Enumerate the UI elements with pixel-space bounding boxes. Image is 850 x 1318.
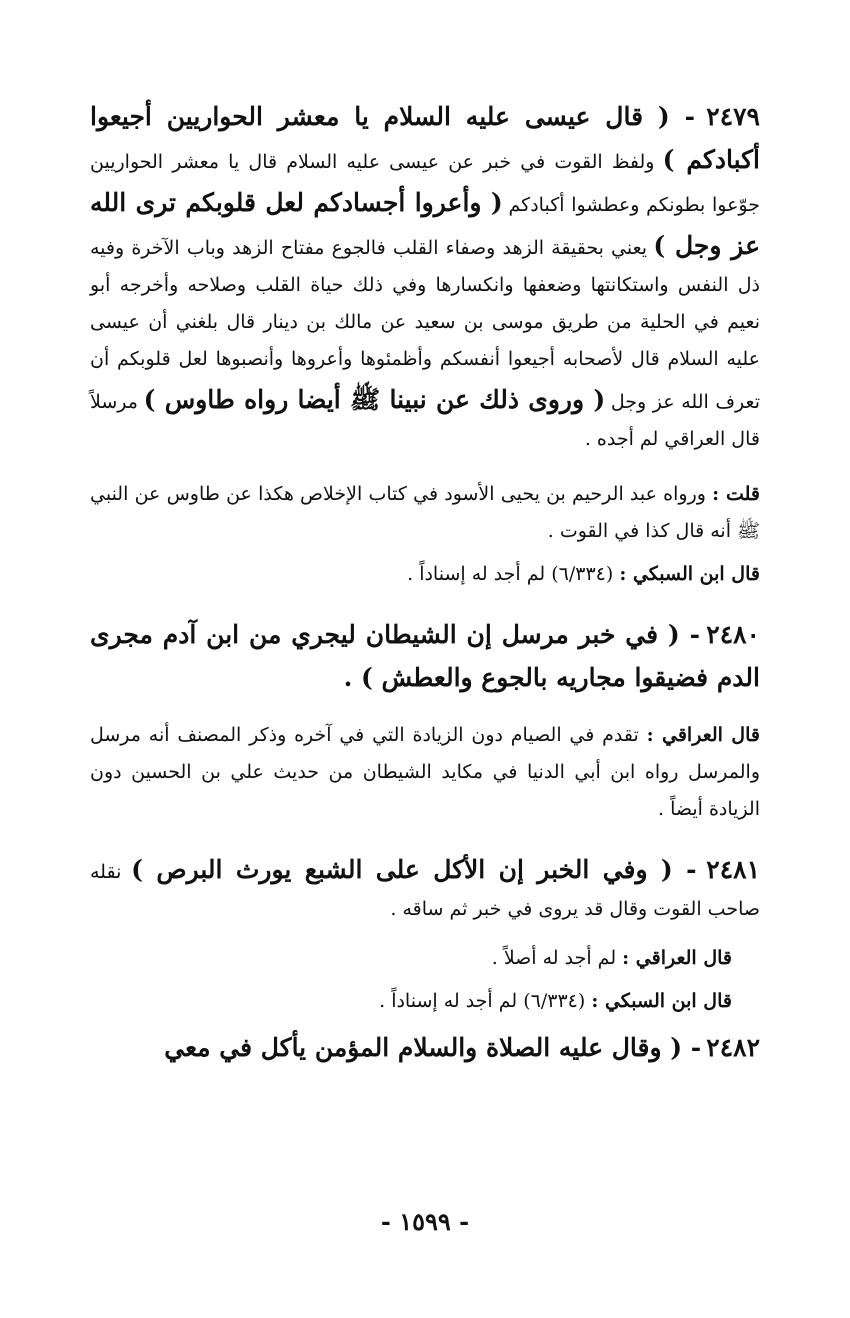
hadith-text: ( في خبر مرسل إن الشيطان ليجري من ابن آدم مجرى الدم فضيقوا مجاريه بالجوع والعطش ) . [90, 620, 760, 692]
hadith-text: ( قال عيسى عليه السلام يا معشر الحواريين أجيعوا [90, 102, 670, 131]
hadith-text-cont: ( وروى ذلك عن نبينا ﷺ أيضا رواه طاوس ) [143, 385, 606, 414]
note-text: تقدم في الصيام دون الزيادة التي في آخره وذكر المصنف أنه مرسل والمرسل رواه ابن أبي الدنيا في مكايد الشيطان من حديث علي بن الحسين دون الزيادة أيضاً . [90, 724, 760, 820]
note-text: لم أجد له أصلاً . [491, 947, 617, 969]
hadith-number: ٢٤٨٢ [706, 1033, 760, 1062]
commentary-text: يعني بحقيقة الزهد وصفاء القلب فالجوع مفتاح الزهد وباب الآخرة وفيه ذل النفس واستكانتها وضعفها وانكسارها وفي ذلك حياة القلب وصلاحه وأخرجه أبو نعيم في الحلية من طريق موسى بن سعيد عن مالك بن دينار قال بلغني أن عيسى عليه السلام قال لأصحابه أجيعوا أنفسكم وأظمئوها وأعروها وأنصبوها لعل قلوبكم أن تعرف الله عز وجل [90, 237, 760, 413]
note-text: (٦/٣٣٤) لم أجد له إسناداً . [407, 563, 614, 585]
hadith-text-cont: ( وأعروا أجسادكم لعل قلوبكم ترى الله عز وجل ) [90, 188, 760, 260]
note-text: (٦/٣٣٤) لم أجد له إسناداً . [379, 990, 586, 1012]
hadith-text: ( وقال عليه الصلاة والسلام المؤمن يأكل في معي [164, 1033, 683, 1062]
note-label: قال العراقي : [646, 724, 760, 746]
note-iraqi [90, 717, 760, 828]
hadith-2479: ٢٤٧٩ - ( قال عيسى عليه السلام يا معشر الحواريين أجيعوا أكبادكم ) ولفظ القوت في خبر عن عيسى عليه السلام قال يا معشر الحواريين جوّعوا بطونكم وعطشوا أكبادكم ( وأعروا أجسادكم لعل قلوبكم ترى الله عز وجل ) يعني بحقيقة الزهد وصفاء القلب فالجوع مفتاح الزهد وباب الآخرة وفيه ذل النفس واستكانتها وضعفها وانكسارها وفي ذلك حياة القلب وصلاحه وأخرجه أبو نعيم في الحلية من طريق موسى بن سعيد عن مالك بن دينار قال بلغني أن عيسى عليه السلام قال لأصحابه أجيعوا أنفسكم وأظمئوها وأعروها وأنصبوها لعل قلوبكم أن تعرف الله عز وجل ( وروى ذلك عن نبينا ﷺ أيضا رواه طاوس ) مرسلاً قال العراقي لم أجده . [90, 102, 760, 450]
note-label: قال ابن السبكي : [591, 990, 732, 1012]
page-number: - ١٥٩٩ - [380, 1207, 470, 1236]
note-iraqi-2 [90, 940, 760, 977]
note-ibn-subki-2 [90, 983, 760, 1020]
note-text: ورواه عبد الرحيم بن يحيى الأسود في كتاب الإخلاص هكذا عن طاوس عن النبي ﷺ أنه قال كذا في القوت . [90, 483, 760, 542]
note-label: قال ابن السبكي : [619, 563, 760, 585]
note-label: قال العراقي : [622, 947, 732, 969]
hadith-number: ٢٤٧٩ [706, 102, 760, 131]
commentary-text: نقله صاحب القوت وقال قد يروى في خبر ثم ساقه . [90, 861, 760, 920]
note-ibn-subki [90, 556, 760, 593]
hadith-number: ٢٤٨١ [706, 855, 760, 884]
hadith-2482: ٢٤٨٢ - ( وقال عليه الصلاة والسلام المؤمن يأكل في معي [164, 1033, 760, 1062]
hadith-2480: ٢٤٨٠ - ( في خبر مرسل إن الشيطان ليجري من ابن آدم مجرى الدم فضيقوا مجاريه بالجوع والعطش ) . [90, 620, 760, 692]
hadith-text: ( وفي الخبر إن الأكل على الشبع يورث البرص ) [131, 855, 673, 884]
note-qultu [90, 476, 760, 550]
note-label: قلت : [712, 483, 760, 505]
hadith-2481: ٢٤٨١ - ( وفي الخبر إن الأكل على الشبع يورث البرص ) نقله صاحب القوت وقال قد يروى في خبر ثم ساقه . [90, 855, 760, 920]
commentary-text: ولفظ القوت في خبر عن عيسى عليه السلام قال يا معشر الحواريين جوّعوا بطونكم وعطشوا أكبادكم [90, 151, 760, 216]
commentary-text: مرسلاً قال العراقي لم أجده . [90, 391, 760, 450]
hadith-number: ٢٤٨٠ [706, 620, 760, 649]
hadith-text-cont: أكبادكم ) [662, 145, 760, 174]
